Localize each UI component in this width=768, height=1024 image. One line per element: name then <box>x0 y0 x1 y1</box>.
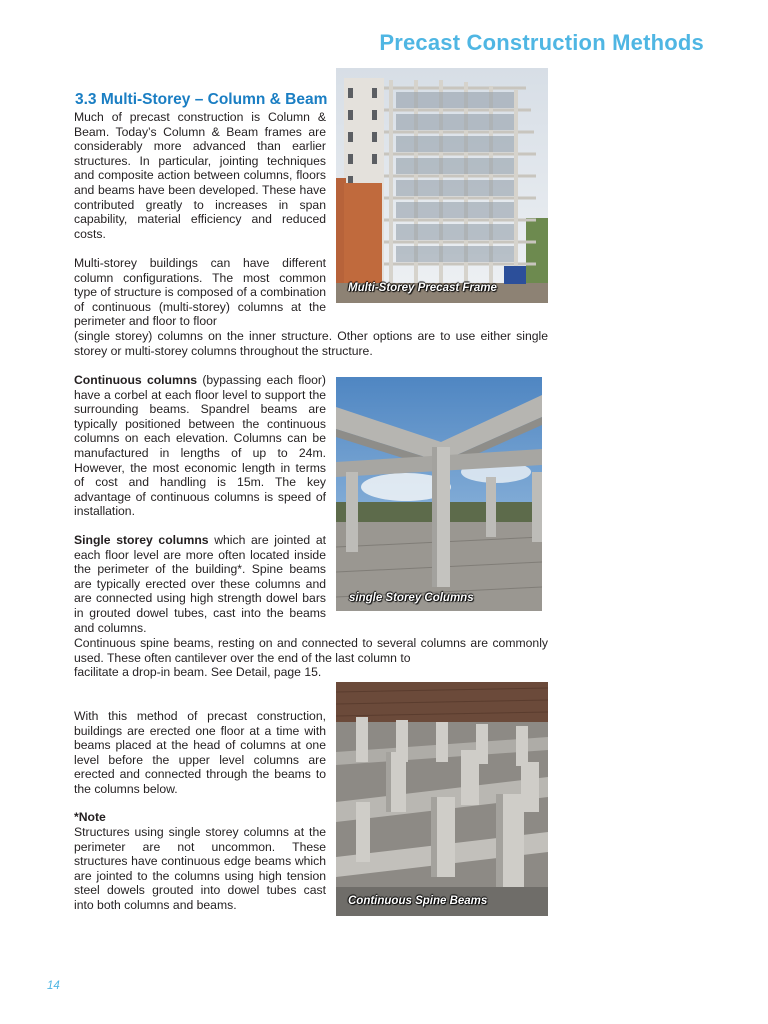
paragraph-spine-beams: Continuous spine beams, resting on and connected to several columns are commonly used. These often cantilever over the end of the last column to <box>74 636 548 665</box>
paragraph-erection-method: With this method of precast construction, buildings are erected one floor at a time with beams placed at the head of columns at one level before the upper level columns are erected and connected through the beams to the columns below. <box>74 709 326 796</box>
caption-continuous-spine-beams: Continuous Spine Beams <box>348 895 488 907</box>
paragraph-continuous-columns <box>74 373 326 519</box>
single-storey-columns-text: which are jointed at each floor level are more often located inside the perimeter of the building*. Spine beams are typically erected over these columns and are connected using high strength dowel bars in grouted dowel tubes, cast into the beams and columns. <box>74 533 326 635</box>
note-title <box>74 810 326 825</box>
note-title-text: *Note <box>74 810 106 824</box>
paragraph-configurations-cont: (single storey) columns on the inner structure. Other options are to use either single storey or multi-storey columns throughout the structure. <box>74 329 548 358</box>
caption-single-storey-columns: single Storey Columns <box>349 592 474 604</box>
continuous-columns-text: (bypassing each floor) have a corbel at each floor level to support the surrounding beams. Spandrel beams are typically positioned between the continuous columns on each elevation. Columns can be manufactured in lengths of up to 24m. However, the most economic length in terms of cost and handling is 15m. The key advantage of continuous columns is speed of installation. <box>74 373 326 519</box>
paragraph-spine-beams-cont: facilitate a drop-in beam. See Detail, page 15. <box>74 665 322 679</box>
caption-multi-storey-frame: Multi-Storey Precast Frame <box>348 282 497 294</box>
single-storey-columns-lead: Single storey columns <box>74 533 209 547</box>
multi-storey-frame-photo <box>336 68 548 303</box>
section-title: 3.3 Multi-Storey – Column & Beam <box>75 91 328 108</box>
continuous-spine-beams-photo <box>336 682 548 916</box>
single-storey-columns-photo <box>336 377 542 611</box>
page-header-title: Precast Construction Methods <box>379 30 704 55</box>
paragraph-single-storey-columns <box>74 533 326 635</box>
continuous-columns-lead: Continuous columns <box>74 373 198 387</box>
note-text: Structures using single storey columns at the perimeter are not uncommon. These structures have continuous edge beams which are jointed to the columns using high tension steel dowels grouted into dowel tubes cast into both columns and beams. <box>74 825 326 912</box>
page-number: 14 <box>47 980 60 992</box>
paragraph-configurations: Multi-storey buildings can have different column configurations. The most common type of structure is composed of a combination of continuous (multi-storey) columns at the perimeter and floor to floor <box>74 256 327 329</box>
paragraph-intro: Much of precast construction is Column & Beam. Today’s Column & Beam frames are considerably more advanced than earlier structures. In particular, jointing techniques and composite action between columns, floors and beams have been developed. These have contributed greatly to increases in span capability, material efficiency and reduced costs. <box>74 110 326 241</box>
